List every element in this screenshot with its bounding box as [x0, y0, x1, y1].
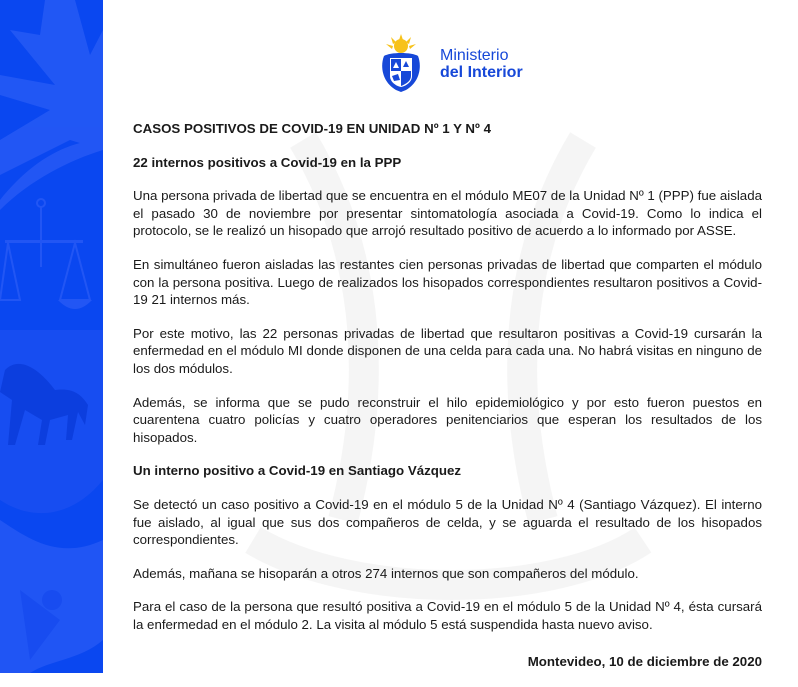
ministry-logo	[376, 34, 523, 94]
paragraph: Una persona privada de libertad que se encuentra en el módulo ME07 de la Unidad Nº 1 (PPP) fue aislada el pasado 30 de noviembre por presentar sintomatología asociada a Covid-19. Como lo indica el protocolo, se le realizó un hisopado que arrojó resultado positivo de acuerdo a lo informado por ASSE.	[133, 188, 762, 239]
paragraph: Por este motivo, las 22 personas privadas de libertad que resultaron positivas a Covid-19 cursarán la enfermedad en el módulo MI donde disponen de una celda para cada una. No habrá visitas en ninguno de los dos módulos.	[133, 325, 762, 376]
place-and-date: Montevideo, 10 de diciembre de 2020	[527, 654, 762, 670]
press-release-body	[133, 120, 762, 687]
paragraph: En simultáneo fueron aisladas las restantes cien personas privadas de libertad que comparten el módulo con la persona positiva. Luego de realizados los hisopados correspondientes resultaron positivos a Covid-19 21 internos más.	[133, 256, 762, 308]
ministry-name-line2: del Interior	[440, 64, 523, 81]
section-heading-ppp: 22 internos positivos a Covid-19 en la PPP	[133, 154, 402, 170]
paragraph: Además, mañana se hisoparán a otros 274 internos que son compañeros del módulo.	[133, 565, 639, 581]
section-heading-santiago-vazquez: Un interno positivo a Covid-19 en Santiago Vázquez	[133, 463, 462, 479]
uruguay-coat-of-arms-icon	[376, 34, 426, 94]
paragraph: Se detectó un caso positivo a Covid-19 en el módulo 5 de la Unidad Nº 4 (Santiago Vázquez). El interno fue aislado, al igual que sus dos compañeros de celda, y se aguarda el resultado de los hisopados correspondientes.	[133, 496, 762, 548]
decorative-sidebar	[0, 0, 103, 673]
paragraph: Para el caso de la persona que resultó positiva a Covid-19 en el módulo 5 de la Unidad Nº 4, ésta cursará la enfermedad en el módulo 2. La visita al módulo 5 está suspendida hasta nuevo aviso.	[133, 599, 762, 632]
paragraph: Además, se informa que se pudo reconstruir el hilo epidemiológico y por esto fueron puestos en cuarentena cuatro policías y cuatro operadores penitenciarios que esperan los resultados de los hisopados.	[133, 394, 762, 445]
coat-of-arms-pattern-icon	[0, 0, 103, 673]
ministry-name-line1: Ministerio	[440, 47, 509, 64]
document-title: CASOS POSITIVOS DE COVID-19 EN UNIDAD Nº 1 Y Nº 4	[133, 121, 491, 136]
